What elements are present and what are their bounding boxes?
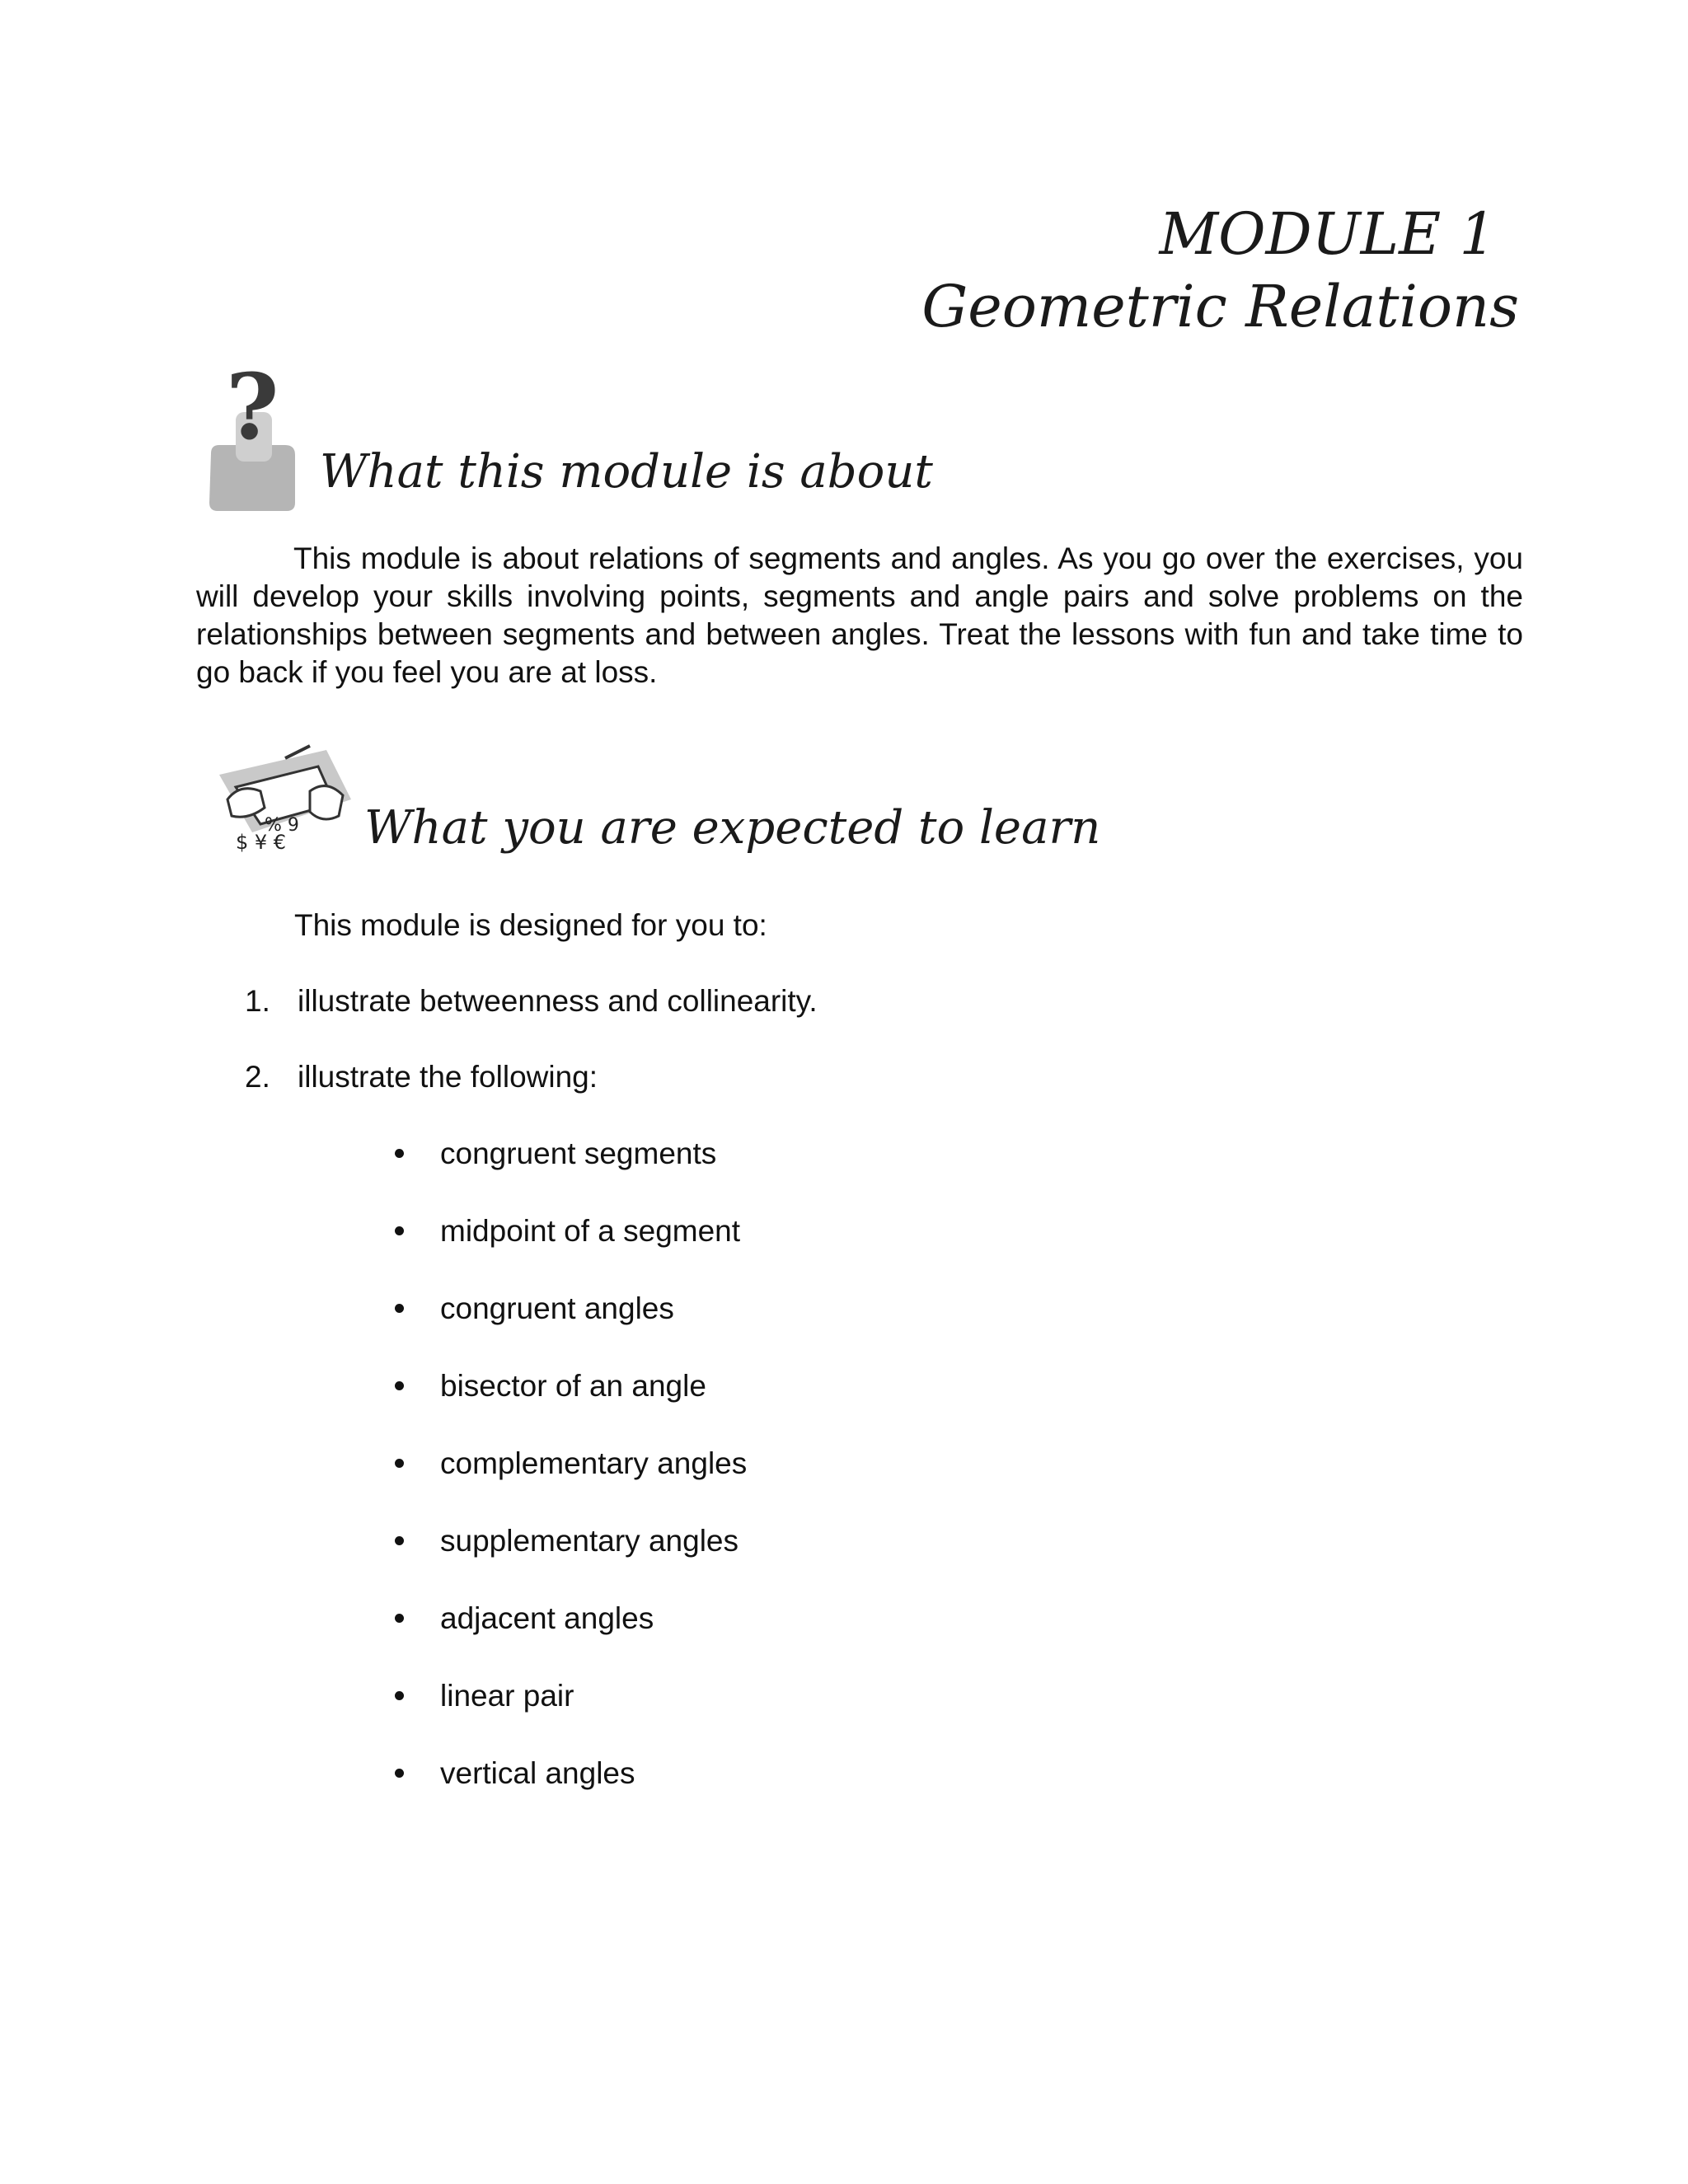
topic-list [387,1136,747,1833]
topic-item: bisector of an angle [387,1368,747,1446]
question-mark-icon [203,363,310,519]
topic-item: supplementary angles [387,1523,747,1601]
topic-item: adjacent angles [387,1601,747,1678]
topic-item: congruent segments [387,1136,747,1213]
svg-text:% 9: % 9 [265,815,299,836]
about-heading: What this module is about [320,445,933,499]
about-paragraph: This module is about relations of segments and angles. As you go over the exercises, you will develop your skills involving points, segments and angle pairs and solve problems on the relationships between segments and between angles. Treat the lessons with fun and take time to go back if you feel you are at loss. [196,541,1523,689]
module-name: Geometric Relations [921,273,1519,340]
objective-text: illustrate the following: [298,1060,598,1094]
topic-item: linear pair [387,1678,747,1755]
svg-text:?: ? [226,363,279,460]
svg-text:$ ¥ €: $ ¥ € [236,831,287,854]
objective-text: illustrate betweenness and collinearity. [298,984,818,1018]
hands-calculating-icon [203,742,359,865]
objective-number: 1. [245,984,270,1018]
objective-item [245,1060,598,1094]
objective-number: 2. [245,1060,270,1094]
topic-item: vertical angles [387,1755,747,1833]
learn-heading: What you are expected to learn [364,801,1101,855]
module-number: MODULE 1 [1159,200,1496,268]
topic-item: congruent angles [387,1291,747,1368]
learn-intro: This module is designed for you to: [294,908,767,942]
objective-item [245,984,818,1019]
topic-item: midpoint of a segment [387,1213,747,1291]
module-title [777,198,1519,343]
topic-item: complementary angles [387,1446,747,1523]
